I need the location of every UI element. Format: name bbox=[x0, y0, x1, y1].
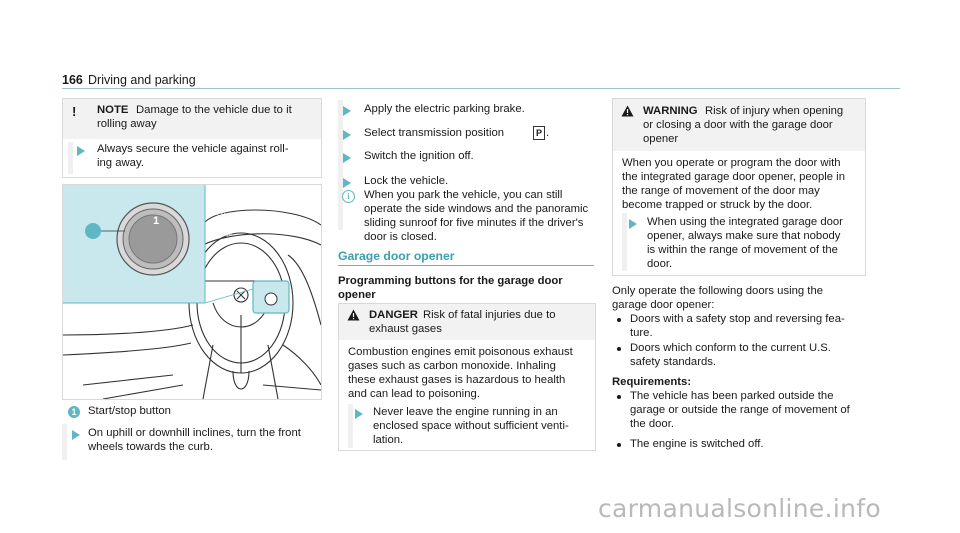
list-item-cont: ture. bbox=[630, 327, 653, 339]
button-label-stop: STOP bbox=[217, 232, 233, 238]
bullet bbox=[617, 318, 621, 322]
warning-head-text-2: or closing a door with the garage door bbox=[643, 119, 833, 131]
info-line: sliding sunroof for five minutes if the driver's bbox=[364, 217, 584, 229]
watermark: carmanualsonline.info bbox=[598, 494, 881, 523]
step-bar bbox=[68, 142, 73, 174]
section-underline bbox=[338, 265, 594, 266]
bullet bbox=[617, 347, 621, 351]
arrow-icon bbox=[629, 219, 637, 229]
danger-label: DANGER bbox=[369, 309, 418, 321]
danger-head-text: Risk of fatal injuries due to bbox=[423, 309, 556, 321]
danger-box bbox=[338, 303, 596, 451]
requirements-label: Requirements: bbox=[612, 376, 692, 388]
step-ignition: Switch the ignition off. bbox=[364, 150, 474, 162]
period: . bbox=[546, 127, 550, 139]
warning-triangle-icon bbox=[347, 309, 360, 321]
header-rule bbox=[62, 88, 900, 89]
warning-body: the range of movement of the door may bbox=[622, 185, 820, 197]
list-item: Doors which conform to the current U.S. bbox=[630, 342, 831, 354]
danger-body: these exhaust gases is hazardous to health bbox=[348, 374, 566, 386]
info-line: When you park the vehicle, you can still bbox=[364, 189, 563, 201]
warning-body: become trapped or struck by the door. bbox=[622, 199, 813, 211]
list-item: The vehicle has been parked outside the bbox=[630, 390, 834, 402]
warning-head bbox=[613, 99, 865, 151]
info-icon: i bbox=[342, 190, 355, 203]
figure-start-stop bbox=[62, 184, 322, 400]
note-box bbox=[62, 98, 322, 178]
note-label: NOTE bbox=[97, 104, 129, 116]
park-position-icon: P bbox=[533, 126, 545, 140]
danger-step: Never leave the engine running in an bbox=[373, 406, 558, 418]
step-bar bbox=[622, 213, 627, 271]
step-text: On uphill or downhill inclines, turn the front bbox=[88, 427, 301, 439]
danger-body: and can lead to poisoning. bbox=[348, 388, 480, 400]
arrow-icon bbox=[77, 146, 85, 156]
bullet bbox=[617, 395, 621, 399]
danger-head-text-2: exhaust gases bbox=[369, 323, 442, 335]
warning-head-text: Risk of injury when opening bbox=[705, 105, 844, 117]
note-step-2: ing away. bbox=[97, 157, 144, 169]
warning-box bbox=[612, 98, 866, 276]
figure-caption: Start/stop button bbox=[88, 405, 171, 417]
danger-head bbox=[339, 304, 595, 340]
button-label-start: START bbox=[216, 213, 234, 219]
dashboard-illustration bbox=[63, 185, 321, 399]
note-text: Damage to the vehicle due to it bbox=[136, 104, 292, 116]
info-line: door is closed. bbox=[364, 231, 437, 243]
note-text-2: rolling away bbox=[97, 118, 157, 130]
bullet bbox=[617, 443, 621, 447]
info-line: operate the side windows and the panoramic bbox=[364, 203, 589, 215]
subheading: Programming buttons for the garage door bbox=[338, 275, 563, 287]
section-title: Driving and parking bbox=[88, 73, 196, 87]
exclamation-icon: ! bbox=[72, 104, 77, 119]
warning-head-text-3: opener bbox=[643, 133, 679, 145]
list-item-cont: the door. bbox=[630, 418, 674, 430]
note-step: Always secure the vehicle against roll- bbox=[97, 143, 289, 155]
garage-door-opener-heading: Garage door opener bbox=[338, 249, 455, 263]
warning-step: is within the range of movement of the bbox=[647, 244, 838, 256]
arrow-icon bbox=[72, 430, 80, 440]
arrow-icon bbox=[343, 106, 351, 116]
intro-text: Only operate the following doors using the bbox=[612, 285, 824, 297]
warning-step: opener, always make sure that nobody bbox=[647, 230, 841, 242]
warning-step: door. bbox=[647, 258, 673, 270]
list-item: Doors with a safety stop and reversing fea- bbox=[630, 313, 845, 325]
step-bar bbox=[62, 424, 67, 460]
page-number: 166 bbox=[62, 73, 83, 87]
subheading-2: opener bbox=[338, 289, 376, 301]
list-item-cont: safety standards. bbox=[630, 356, 717, 368]
arrow-icon bbox=[343, 178, 351, 188]
arrow-icon bbox=[343, 153, 351, 163]
danger-body: gases such as carbon monoxide. Inhaling bbox=[348, 360, 556, 372]
arrow-icon bbox=[343, 130, 351, 140]
danger-step: enclosed space without sufficient venti- bbox=[373, 420, 569, 432]
step-transmission: Select transmission position bbox=[364, 127, 505, 139]
callout-number: 1 bbox=[152, 215, 160, 227]
danger-body: Combustion engines emit poisonous exhaust bbox=[348, 346, 573, 358]
step-text-2: wheels towards the curb. bbox=[88, 441, 213, 453]
danger-step: lation. bbox=[373, 434, 404, 446]
list-item-cont: garage or outside the range of movement of bbox=[630, 404, 850, 416]
warning-body: the integrated garage door opener, people in bbox=[622, 171, 845, 183]
warning-label: WARNING bbox=[643, 105, 698, 117]
arrow-icon bbox=[355, 409, 363, 419]
warning-step: When using the integrated garage door bbox=[647, 216, 843, 228]
step-bar bbox=[348, 404, 353, 448]
step-bar bbox=[338, 100, 343, 230]
step-lock: Lock the vehicle. bbox=[364, 175, 449, 187]
note-head bbox=[63, 99, 321, 139]
list-item: The engine is switched off. bbox=[630, 438, 764, 450]
caption-number: 1 bbox=[71, 407, 77, 417]
warning-triangle-icon bbox=[621, 105, 634, 117]
intro-text-2: garage door opener: bbox=[612, 299, 715, 311]
step-parking-brake: Apply the electric parking brake. bbox=[364, 103, 525, 115]
button-label-engine: ENGINE bbox=[206, 220, 244, 231]
warning-body: When you operate or program the door with bbox=[622, 157, 841, 169]
